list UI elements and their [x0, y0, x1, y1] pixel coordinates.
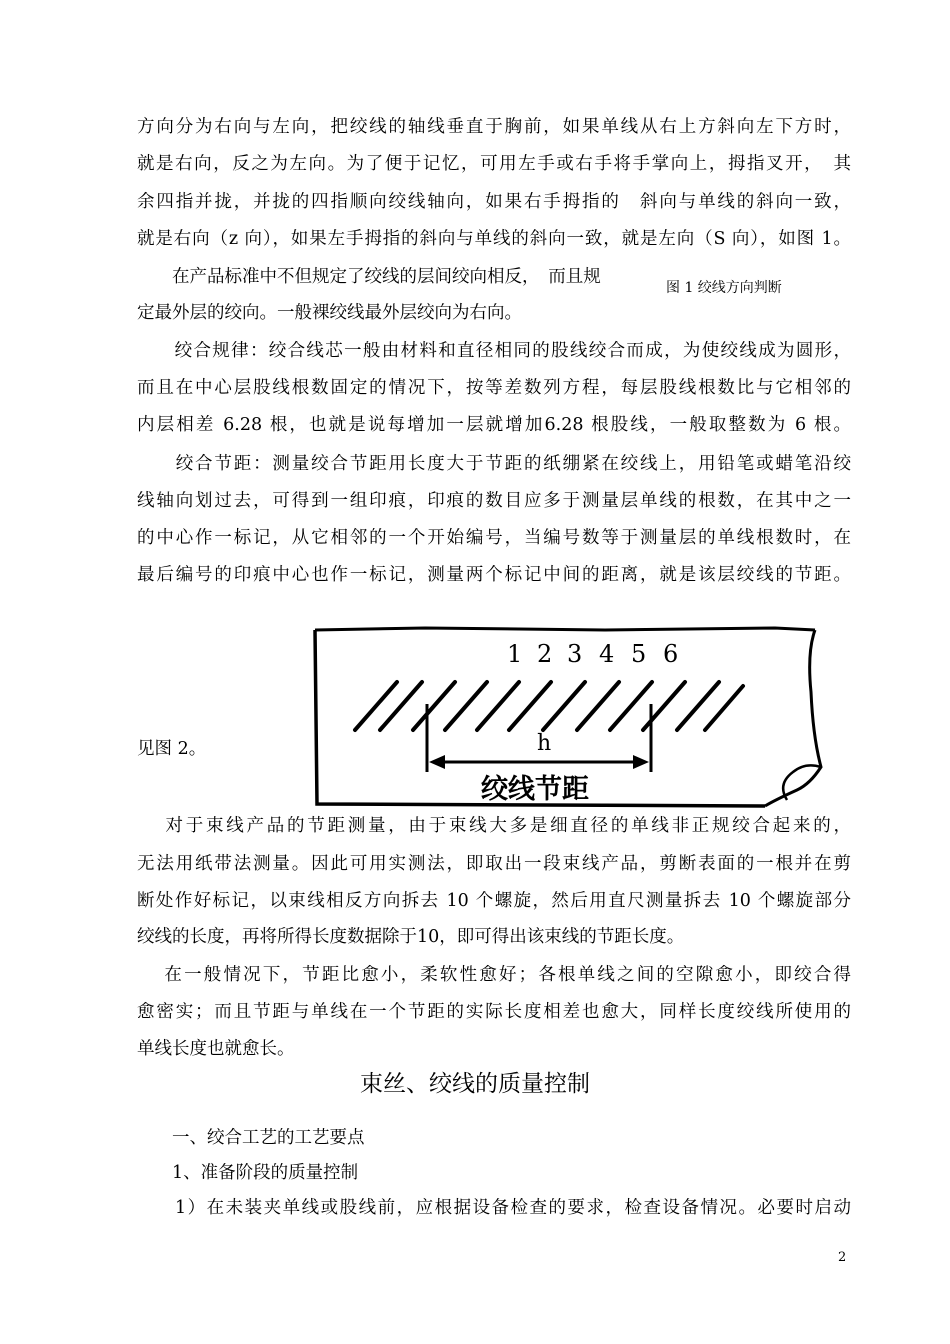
- text-line: 内层相差 6.28 根，也就是说每增加一层就增加6.28 根股线，一般取整数为 6 根。: [137, 415, 851, 435]
- text-line: 余四指并拢，并拢的四指顺向绞线轴向，如果右手拇指的 斜向与单线的斜向一致，: [137, 192, 851, 212]
- mark-number: 4: [599, 640, 615, 668]
- text-line: 愈密实；而且节距与单线在一个节距的实际长度相差也愈大，同样长度绞线所使用的: [137, 1002, 851, 1022]
- text-line: 方向分为右向与左向，把绞线的轴线垂直于胸前，如果单线从右上方斜向左下方时，: [137, 117, 851, 137]
- pitch-measurement-figure: [305, 622, 835, 814]
- text-line: 就是右向，反之为左向。为了便于记忆，可用左手或右手将手掌向上，拇指叉开， 其: [137, 154, 851, 174]
- text-line: 1、准备阶段的质量控制: [137, 1163, 359, 1183]
- text-line: 在一般情况下，节距比愈小，柔软性愈好；各根单线之间的空隙愈小，即绞合得: [137, 965, 851, 985]
- text-line: 单线长度也就愈长。: [137, 1039, 295, 1059]
- pitch-label: 绞线节距: [481, 774, 589, 805]
- mark-number: 3: [567, 640, 583, 668]
- text-line: 绞线的长度，再将所得长度数据除于10，即可得出该束线的节距长度。: [137, 927, 685, 947]
- mark-number: 1: [507, 640, 523, 668]
- text-line: 就是右向（z 向），如果左手拇指的斜向与单线的斜向一致，就是左向（S 向），如图 1。: [137, 229, 851, 249]
- text-line: 绞合规律：绞合线芯一般由材料和直径相同的股线绞合而成，为使绞线成为圆形，: [137, 341, 851, 361]
- text-line: 而且在中心层股线根数固定的情况下，按等差数列方程，每层股线根数比与它相邻的: [137, 378, 851, 398]
- strand-marks: [355, 682, 743, 730]
- arrow-left: [429, 755, 445, 769]
- text-line: 在产品标准中不但规定了绞线的层间绞向相反， 而且规: [137, 267, 601, 287]
- page-number: 2: [838, 1250, 847, 1265]
- text-line: 见图 2。: [137, 739, 207, 759]
- paper-top-edge: [315, 628, 815, 630]
- figure1-caption: 图 1 绞线方向判断: [666, 280, 782, 296]
- text-line: 对于束线产品的节距测量，由于束线大多是细直径的单线非正规绞合起来的，: [137, 816, 851, 836]
- text-line: 最后编号的印痕中心也作一标记，测量两个标记中间的距离，就是该层绞线的节距。: [137, 565, 851, 585]
- mark-number: 6: [663, 640, 679, 668]
- mark-number: 2: [537, 640, 553, 668]
- text-line: 无法用纸带法测量。因此可用实测法，即取出一段束线产品，剪断表面的一根并在剪: [137, 854, 851, 874]
- text-line: 线轴向划过去，可得到一组印痕，印痕的数目应多于测量层单线的根数，在其中之一: [137, 491, 851, 511]
- mark-number: 5: [631, 640, 647, 668]
- text-line: 绞合节距：测量绞合节距用长度大于节距的纸绷紧在绞线上，用铅笔或蜡笔沿绞: [137, 454, 851, 474]
- section-heading: 束丝、绞线的质量控制: [360, 1071, 590, 1097]
- h-label: h: [537, 731, 552, 756]
- text-line: 的中心作一标记，从它相邻的一个开始编号，当编号数等于测量层的单线根数时，在: [137, 528, 851, 548]
- text-line: 一、绞合工艺的工艺要点: [137, 1128, 365, 1148]
- text-line: 1）在未装夹单线或股线前，应根据设备检查的要求，检查设备情况。必要时启动: [137, 1198, 851, 1218]
- text-line: 断处作好标记，以束线相反方向拆去 10 个螺旋，然后用直尺测量拆去 10 个螺旋部分: [137, 891, 851, 911]
- paper-right-curl: [765, 630, 821, 806]
- text-line: 定最外层的绞向。一般裸绞线最外层绞向为右向。: [137, 303, 522, 323]
- arrow-right: [633, 755, 649, 769]
